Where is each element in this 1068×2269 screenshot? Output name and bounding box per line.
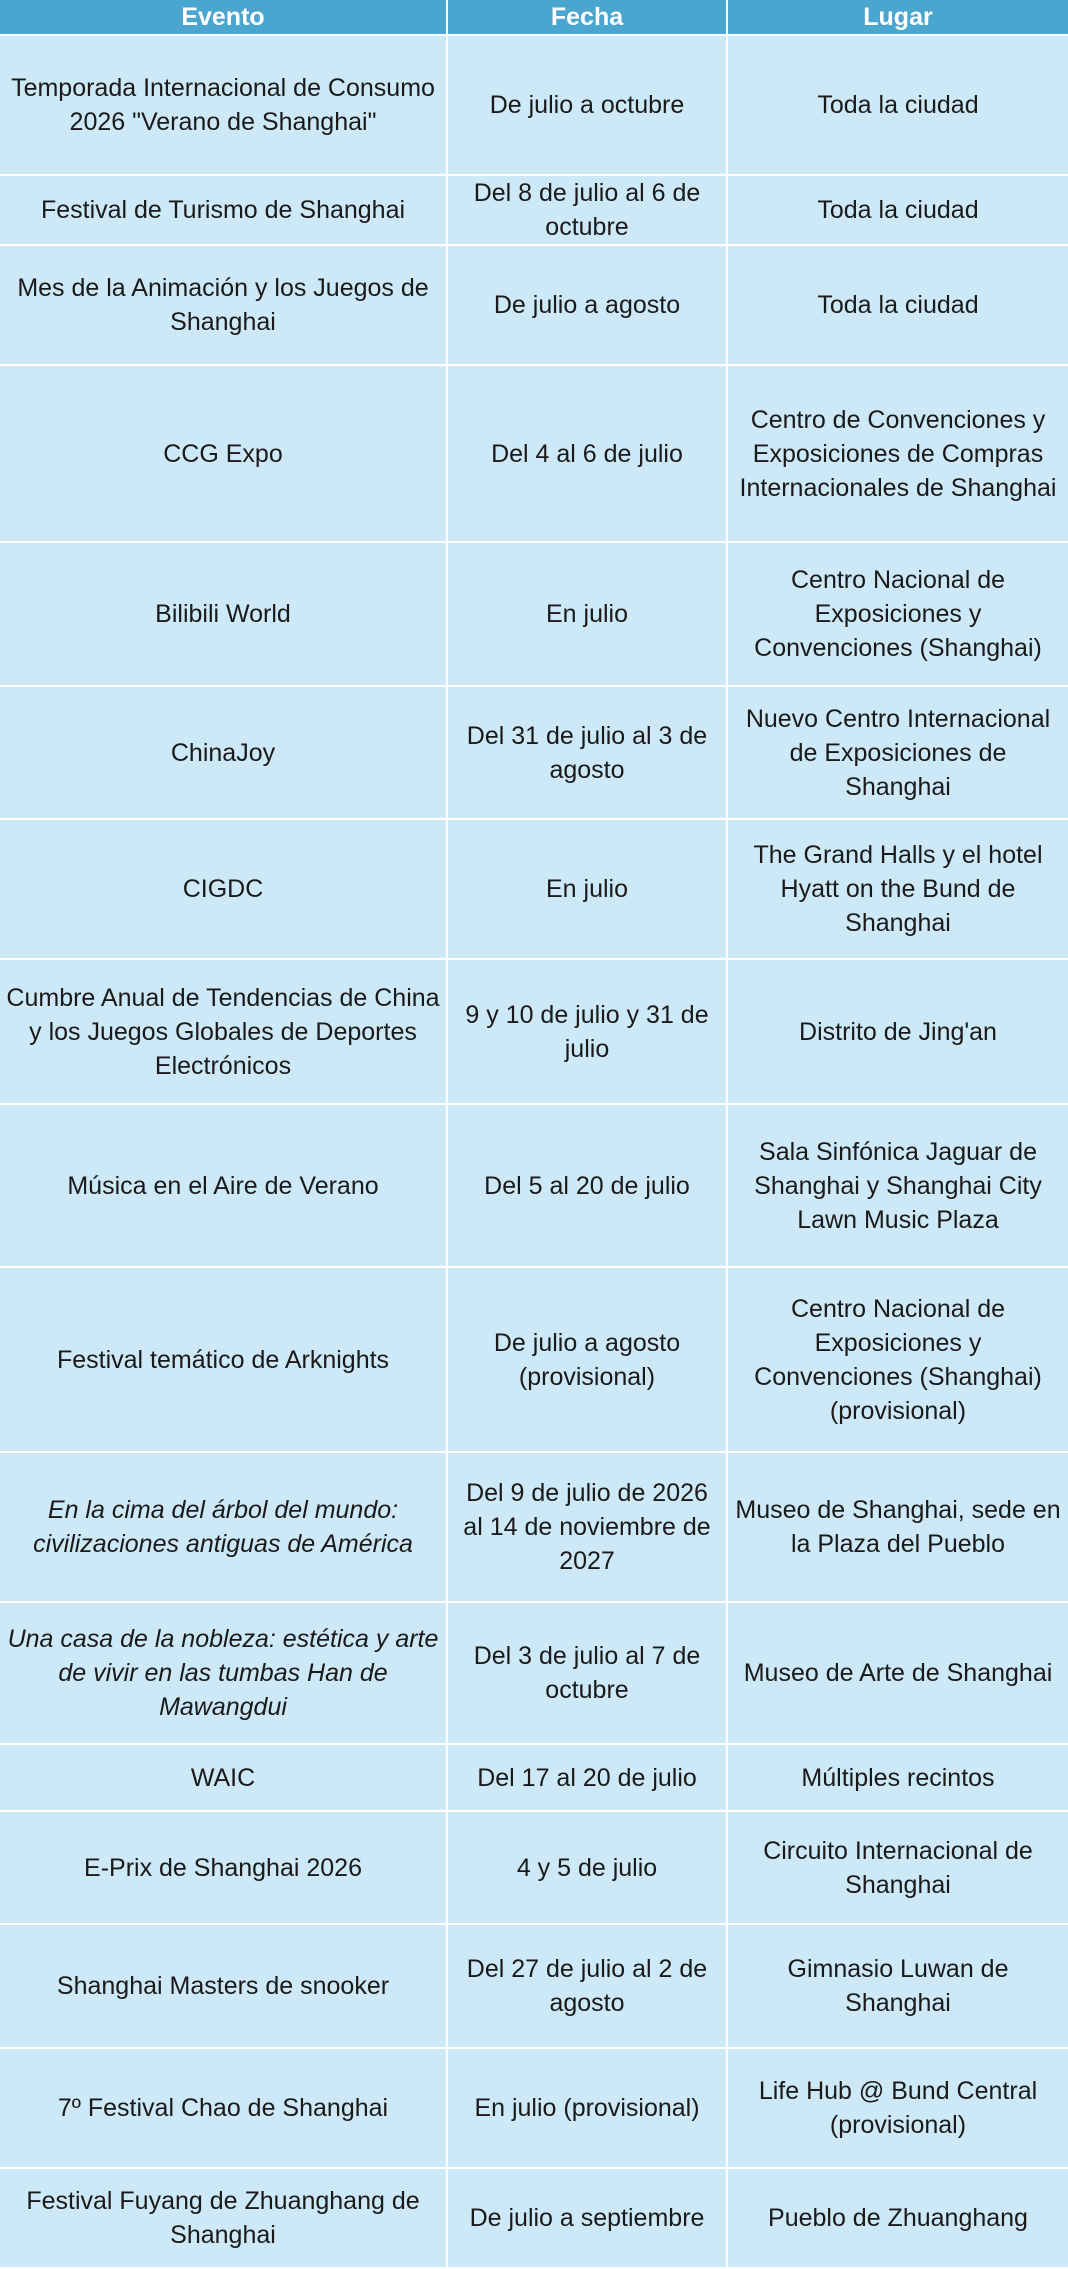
table-row	[0, 35, 1068, 175]
header-row	[0, 0, 1068, 35]
cell-evento: En la cima del árbol del mundo: civilizaciones antiguas de América	[0, 1452, 447, 1602]
cell-lugar: Centro Nacional de Exposiciones y Convenciones (Shanghai) (provisional)	[727, 1267, 1068, 1452]
table-row	[0, 542, 1068, 686]
cell-fecha: Del 9 de julio de 2026 al 14 de noviembre de 2027	[447, 1452, 727, 1602]
cell-fecha: 4 y 5 de julio	[447, 1811, 727, 1924]
cell-fecha: 9 y 10 de julio y 31 de julio	[447, 959, 727, 1104]
cell-evento: Mes de la Animación y los Juegos de Shanghai	[0, 245, 447, 365]
cell-fecha: Del 17 al 20 de julio	[447, 1744, 727, 1811]
cell-evento: Una casa de la nobleza: estética y arte de vivir en las tumbas Han de Mawangdui	[0, 1602, 447, 1744]
cell-fecha: En julio	[447, 819, 727, 959]
cell-fecha: En julio	[447, 542, 727, 686]
table-row	[0, 686, 1068, 819]
cell-lugar: Toda la ciudad	[727, 35, 1068, 175]
table-row	[0, 1924, 1068, 2048]
cell-lugar: Múltiples recintos	[727, 1744, 1068, 1811]
table-row	[0, 1267, 1068, 1452]
cell-evento: Festival Fuyang de Zhuanghang de Shanghai	[0, 2168, 447, 2268]
cell-lugar: Pueblo de Zhuanghang	[727, 2168, 1068, 2268]
cell-lugar: Life Hub @ Bund Central (provisional)	[727, 2048, 1068, 2168]
cell-lugar: Museo de Shanghai, sede en la Plaza del Pueblo	[727, 1452, 1068, 1602]
table-row	[0, 819, 1068, 959]
cell-evento: Temporada Internacional de Consumo 2026 "Verano de Shanghai"	[0, 35, 447, 175]
cell-lugar: Toda la ciudad	[727, 245, 1068, 365]
cell-evento: Bilibili World	[0, 542, 447, 686]
table-row	[0, 1602, 1068, 1744]
cell-fecha: De julio a agosto	[447, 245, 727, 365]
cell-fecha: Del 31 de julio al 3 de agosto	[447, 686, 727, 819]
cell-fecha: Del 3 de julio al 7 de octubre	[447, 1602, 727, 1744]
header-fecha: Fecha	[447, 0, 727, 35]
table-row	[0, 2048, 1068, 2168]
header-lugar: Lugar	[727, 0, 1068, 35]
cell-fecha: Del 4 al 6 de julio	[447, 365, 727, 542]
cell-evento: ChinaJoy	[0, 686, 447, 819]
cell-evento: Festival de Turismo de Shanghai	[0, 175, 447, 245]
cell-fecha: De julio a octubre	[447, 35, 727, 175]
cell-evento: Shanghai Masters de snooker	[0, 1924, 447, 2048]
table-header	[0, 0, 1068, 35]
cell-lugar: Gimnasio Luwan de Shanghai	[727, 1924, 1068, 2048]
cell-evento: WAIC	[0, 1744, 447, 1811]
table-row	[0, 1452, 1068, 1602]
table-row	[0, 2168, 1068, 2268]
cell-lugar: Centro de Convenciones y Exposiciones de Compras Internacionales de Shanghai	[727, 365, 1068, 542]
cell-lugar: Centro Nacional de Exposiciones y Convenciones (Shanghai)	[727, 542, 1068, 686]
table-row	[0, 175, 1068, 245]
cell-fecha: Del 8 de julio al 6 de octubre	[447, 175, 727, 245]
cell-evento: Cumbre Anual de Tendencias de China y los Juegos Globales de Deportes Electrónicos	[0, 959, 447, 1104]
table-row	[0, 1744, 1068, 1811]
cell-lugar: The Grand Halls y el hotel Hyatt on the Bund de Shanghai	[727, 819, 1068, 959]
table-row	[0, 1104, 1068, 1267]
cell-evento: Festival temático de Arknights	[0, 1267, 447, 1452]
cell-lugar: Toda la ciudad	[727, 175, 1068, 245]
header-evento: Evento	[0, 0, 447, 35]
cell-evento: 7º Festival Chao de Shanghai	[0, 2048, 447, 2168]
cell-fecha: De julio a agosto (provisional)	[447, 1267, 727, 1452]
cell-fecha: Del 5 al 20 de julio	[447, 1104, 727, 1267]
cell-evento: E-Prix de Shanghai 2026	[0, 1811, 447, 1924]
cell-lugar: Circuito Internacional de Shanghai	[727, 1811, 1068, 1924]
cell-lugar: Museo de Arte de Shanghai	[727, 1602, 1068, 1744]
cell-evento: CIGDC	[0, 819, 447, 959]
cell-evento: Música en el Aire de Verano	[0, 1104, 447, 1267]
cell-lugar: Nuevo Centro Internacional de Exposiciones de Shanghai	[727, 686, 1068, 819]
table-row	[0, 365, 1068, 542]
cell-fecha: De julio a septiembre	[447, 2168, 727, 2268]
cell-fecha: En julio (provisional)	[447, 2048, 727, 2168]
table-row	[0, 959, 1068, 1104]
table-body	[0, 35, 1068, 2268]
table-row	[0, 245, 1068, 365]
cell-lugar: Sala Sinfónica Jaguar de Shanghai y Shanghai City Lawn Music Plaza	[727, 1104, 1068, 1267]
table-row	[0, 1811, 1068, 1924]
cell-lugar: Distrito de Jing'an	[727, 959, 1068, 1104]
cell-evento: CCG Expo	[0, 365, 447, 542]
cell-fecha: Del 27 de julio al 2 de agosto	[447, 1924, 727, 2048]
